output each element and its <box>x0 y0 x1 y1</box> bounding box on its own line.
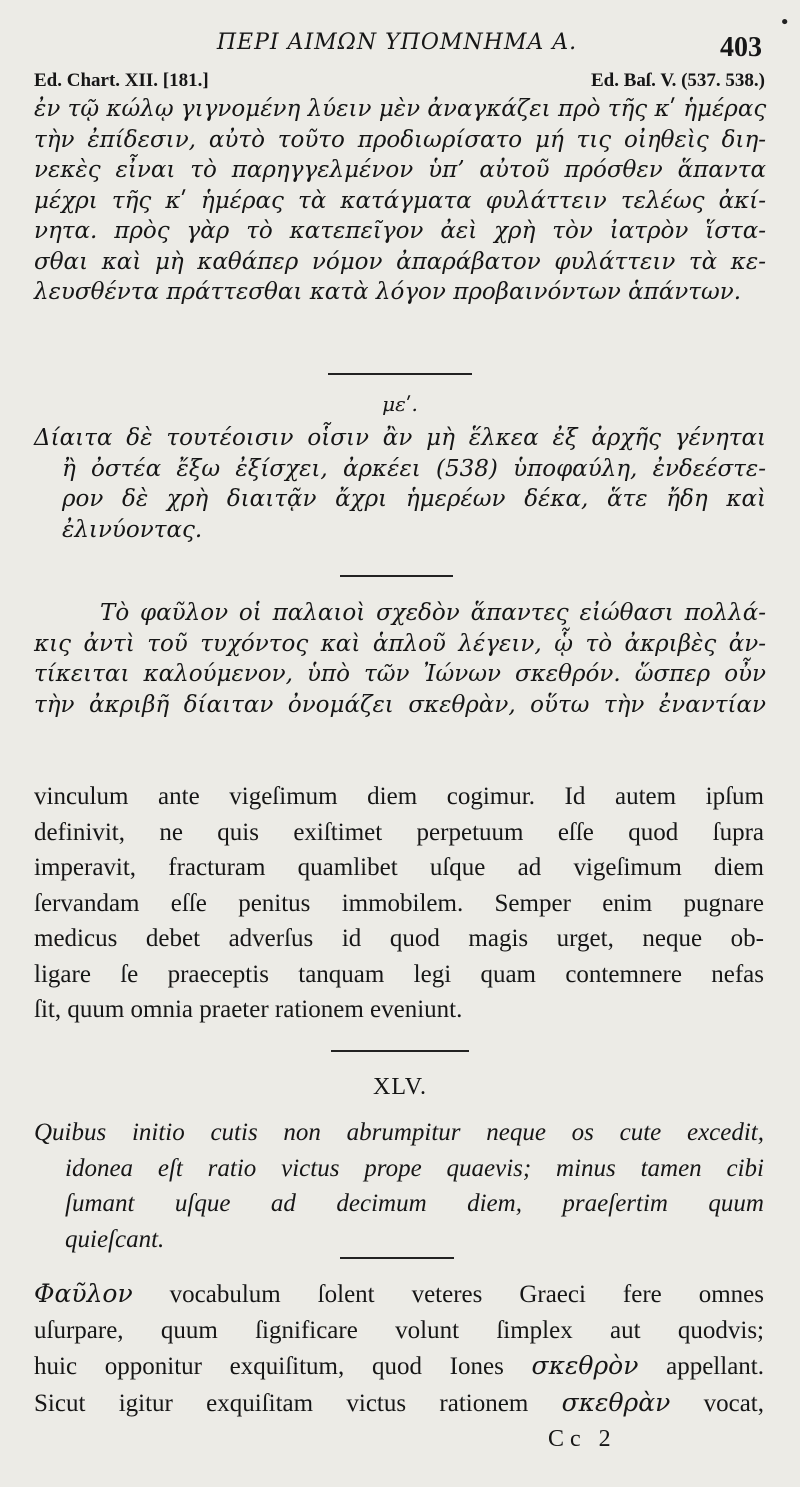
greek-line: ἢ ὀστέα ἔξω ἐξίσχει, ἀρκέει (538) ὑποφαύλη, ἐνδεέστε- <box>62 455 766 482</box>
greek-line: τὴν ἀκριβῆ δίαιταν ὀνομάζει σκεθρὰν, οὕτω τὴν ἐναντίαν <box>34 691 766 718</box>
latin-line: uſurpare, quum ſignificare volunt ſimplex aut quodvis; <box>34 1316 764 1344</box>
greek-line: μέχρι τῆς κʹ ἡμέρας τὰ κατάγματα φυλάττειν τελέως ἀκί- <box>34 187 766 214</box>
greek-line: νητα. πρὸς γὰρ τὸ κατεπεῖγον ἀεὶ χρὴ τὸν ἰατρὸν ἵστα- <box>34 218 766 244</box>
latin-line <box>34 1276 764 1313</box>
greek-line: τίκειται καλούμενον, ὑπὸ τῶν Ἰώνων σκεθρόν. ὥσπερ οὖν <box>34 661 766 687</box>
latin-line <box>34 1348 764 1385</box>
greek-paragraph-1 <box>34 94 766 308</box>
scan-mark: • <box>779 12 790 33</box>
latin-line: medicus debet adverſus id quod magis urget, neque ob- <box>34 925 764 952</box>
latin-line: ſit, quum omnia praeter rationem eveniunt. <box>34 996 463 1023</box>
latin-line: imperavit, fracturam quamlibet uſque ad vigeſimum diem <box>34 854 764 881</box>
latin-line: idonea eſt ratio victus prope quaevis; minus tamen cibi <box>65 1154 764 1182</box>
greek-aphorism <box>34 423 766 545</box>
printer-signature: Cc 2 <box>548 1426 617 1452</box>
greek-line: σθαι καὶ μὴ καθάπερ νόμον ἀπαράβατον φυλάττειν τὰ κε- <box>34 248 766 275</box>
latin-line: ligare ſe praeceptis tanquam legi quam contemnere nefas <box>34 960 764 988</box>
section-divider <box>331 1050 469 1052</box>
section-divider <box>340 1257 454 1259</box>
latin-section-number: XLV. <box>372 1074 428 1100</box>
latin-line: quieſcant. <box>65 1225 165 1253</box>
latin-line: definivit, ne quis exiſtimet perpetuum eſſe quod ſupra <box>34 818 764 846</box>
greek-term: σκεθρὸν <box>531 1351 639 1380</box>
latin-text-fragment: Sicut igitur exquiſitam victus rationem <box>34 1389 562 1417</box>
greek-line: ρον δὲ χρὴ διαιτᾷν ἄχρι ἡμερέων δέκα, ἅτε ἤδη καὶ <box>62 486 766 512</box>
running-title: ΠΕΡΙ ΑΙΜΩΝ ΥΠΟΜΝΗΜΑ Α. <box>216 30 578 55</box>
greek-term: Φαῦλον <box>34 1279 133 1308</box>
greek-line: λευσθέντα πράττεσθαι κατὰ λόγον προβαινόντων ἁπάντων. <box>34 279 742 305</box>
greek-line: Τὸ φαῦλον οἱ παλαιοὶ σχεδὸν ἅπαντες εἰώθασι πολλά- <box>100 600 766 626</box>
greek-line: κις ἀντὶ τοῦ τυχόντος καὶ ἁπλοῦ λέγειν, ᾧ τὸ ἀκριβὲς ἀν- <box>34 630 766 657</box>
latin-aphorism <box>34 1115 764 1257</box>
latin-line: ſervandam eſſe penitus immobilem. Semper enim pugnare <box>34 889 764 917</box>
latin-text-fragment: huic opponitur exquiſitum, quod Iones <box>34 1353 532 1380</box>
latin-line: Quibus initio cutis non abrumpitur neque os cute excedit, <box>34 1119 764 1146</box>
section-divider <box>340 575 453 577</box>
latin-line: ſumant uſque ad decimum diem, praeſertim quum <box>65 1190 764 1217</box>
latin-paragraph-2 <box>34 1276 764 1421</box>
greek-line: ἐν τῷ κώλῳ γιγνομένη λύειν μὲν ἀναγκάζει πρὸ τῆς κʹ ἡμέρας <box>34 96 767 122</box>
greek-term: σκεθρὰν <box>561 1387 671 1417</box>
section-divider <box>328 373 472 375</box>
latin-line: vinculum ante vigeſimum diem cogimur. Id autem ipſum <box>34 783 764 810</box>
latin-line <box>34 1385 764 1422</box>
latin-text-fragment: vocat, <box>670 1389 764 1417</box>
greek-paragraph-2 <box>34 598 766 720</box>
edition-reference-right: Ed. Baſ. V. (537. 538.) <box>590 70 765 91</box>
greek-line: ἐλινύοντας. <box>62 516 203 543</box>
latin-paragraph-1 <box>34 779 764 1028</box>
latin-text-fragment: appellant. <box>638 1353 764 1380</box>
greek-line: Δίαιτα δὲ τουτέοισιν οἷσιν ἂν μὴ ἕλκεα ἐξ ἀρχῆς γένηται <box>34 425 766 451</box>
greek-section-number: μεʹ. <box>382 392 418 416</box>
greek-line: τὴν ἐπίδεσιν, αὐτὸ τοῦτο προδιωρίσατο μή τις οἰηθεὶς διη- <box>34 126 766 153</box>
page-number: 403 <box>720 32 762 63</box>
edition-reference-left: Ed. Chart. XII. [181.] <box>34 70 209 91</box>
greek-line: νεκὲς εἶναι τὸ παρηγγελμένον ὑπ’ αὐτοῦ πρόσθεν ἅπαντα <box>34 157 766 183</box>
latin-text-fragment: vocabulum ſolent veteres Graeci fere omnes <box>132 1281 764 1308</box>
